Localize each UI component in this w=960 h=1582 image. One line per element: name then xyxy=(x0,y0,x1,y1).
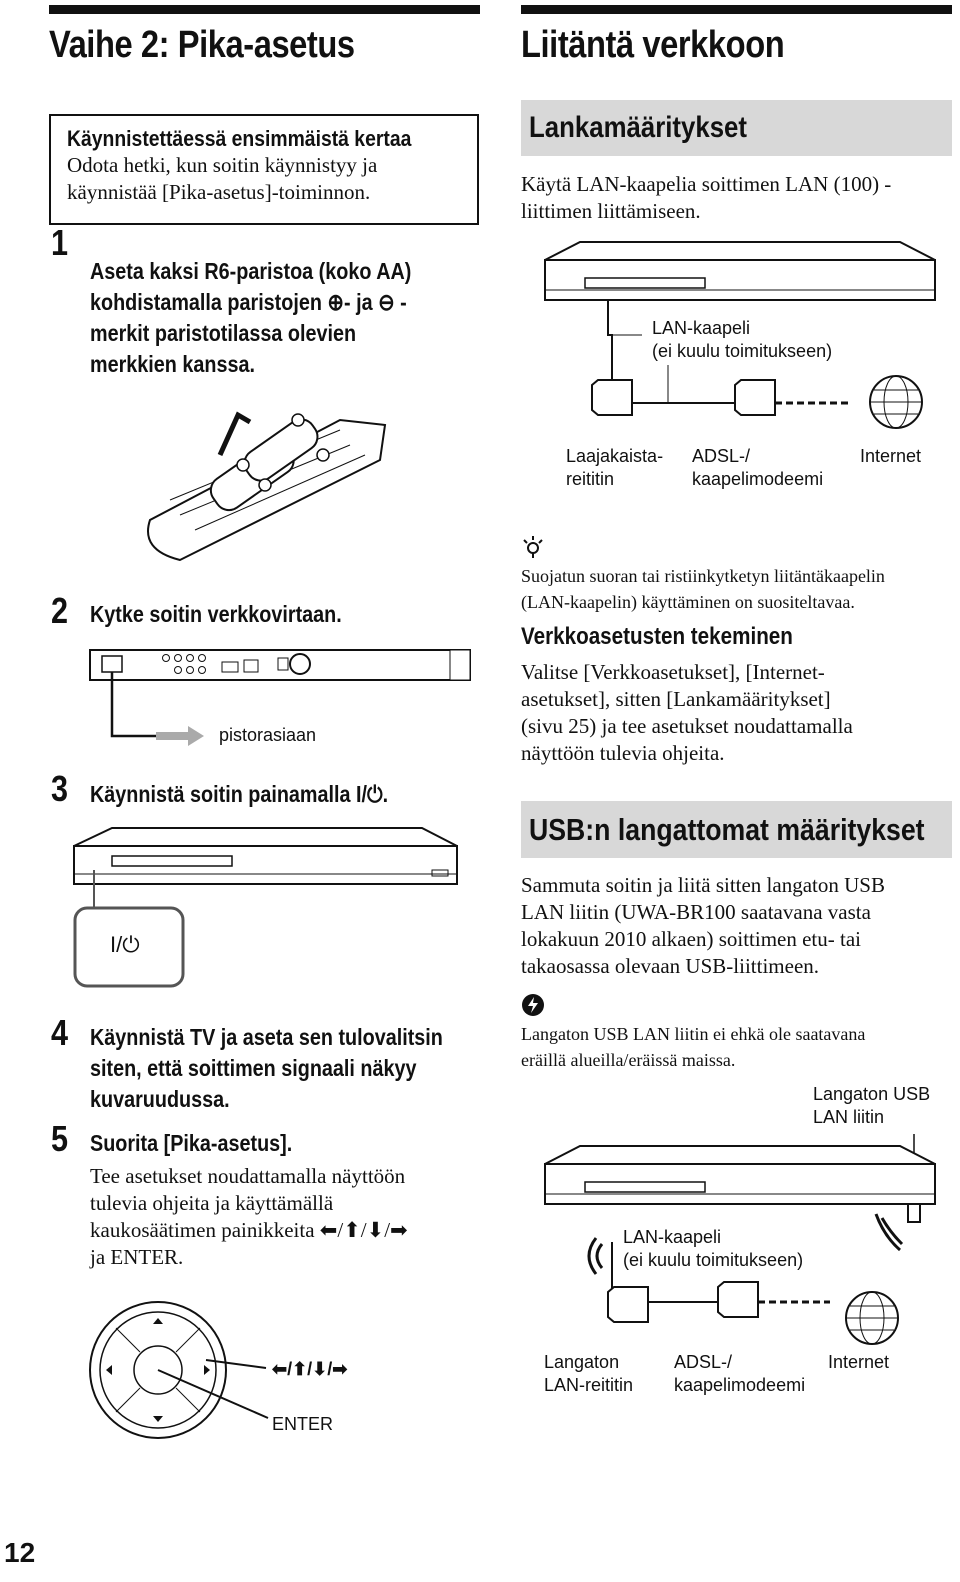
modem-label-line: kaapelimodeemi xyxy=(692,469,824,489)
step-5-body-line: tulevia ohjeita ja käyttämällä xyxy=(90,1191,334,1215)
internet-label: Internet xyxy=(860,446,922,466)
usb-adapter-label xyxy=(813,1083,930,1129)
right-top-rule xyxy=(521,5,952,14)
step-1-line: merkit paristotilassa olevien xyxy=(90,320,357,346)
left-top-rule xyxy=(49,5,480,14)
step-1-line: merkkien kanssa. xyxy=(90,351,255,377)
usb-body xyxy=(521,872,885,980)
usb-body-line: takaosassa olevaan USB-liittimeen. xyxy=(521,954,820,978)
step-4-line: siten, että soittimen signaali näkyy xyxy=(90,1055,417,1081)
wired-heading: Lankamääritykset xyxy=(529,111,747,144)
tip-body-line: Suojatun suoran tai ristiinkytketyn liitäntäkaapelin xyxy=(521,566,885,586)
wireless-modem-label xyxy=(674,1351,805,1397)
enter-button-label: ENTER xyxy=(272,1414,334,1434)
wired-cable-label-line: (ei kuulu toimitukseen) xyxy=(652,341,833,361)
network-setup-body-line: Valitse [Verkkoasetukset], [Internet- xyxy=(521,660,825,684)
wired-body xyxy=(521,171,891,225)
note-box-line-2: käynnistää [Pika-asetus]-toiminnon. xyxy=(67,180,371,204)
lightbulb-icon xyxy=(521,535,545,559)
step-5-number: 5 xyxy=(51,1118,69,1159)
caution-icon xyxy=(521,993,545,1017)
wireless-router-label xyxy=(544,1351,633,1397)
step-5-text: Suorita [Pika-asetus]. xyxy=(90,1130,293,1156)
step-1-line: Aseta kaksi R6-paristoa (koko AA) xyxy=(90,258,412,284)
tip-body xyxy=(521,563,885,615)
step-1-text xyxy=(90,256,411,380)
step-5-body-line: kaukosäätimen painikkeita ⬅/⬆/⬇/➡ xyxy=(90,1218,408,1242)
step-2-text: Kytke soitin verkkovirtaan. xyxy=(90,601,342,627)
wireless-modem-label-line: kaapelimodeemi xyxy=(674,1375,806,1395)
step-3-text: Käynnistä soitin painamalla I/⏻. xyxy=(90,781,389,807)
usb-heading-band xyxy=(521,801,952,858)
step-5-body xyxy=(90,1163,408,1271)
network-setup-body-line: (sivu 25) ja tee asetukset noudattamalla xyxy=(521,714,853,738)
tip-body-line: (LAN-kaapelin) käyttäminen on suositeltavaa. xyxy=(521,592,855,612)
arrow-buttons-label: ⬅/⬆/⬇/➡ xyxy=(272,1359,348,1379)
first-start-note-box xyxy=(49,114,479,225)
router-label xyxy=(566,445,663,491)
usb-body-line: LAN liitin (UWA-BR100 saatavana vasta xyxy=(521,900,871,924)
usb-cable-label-line: LAN-kaapeli xyxy=(623,1227,722,1247)
step-4-line: kuvaruudussa. xyxy=(90,1086,230,1112)
outlet-label: pistorasiaan xyxy=(219,725,317,745)
step-3-number: 3 xyxy=(51,768,69,809)
usb-note-line: Langaton USB LAN liitin ei ehkä ole saatavana xyxy=(521,1024,866,1044)
wired-body-line: liittimen liittämiseen. xyxy=(521,199,701,223)
usb-adapter-label-line: LAN liitin xyxy=(813,1107,885,1127)
step-5-body-line: Tee asetukset noudattamalla näyttöön xyxy=(90,1164,406,1188)
step-4-text xyxy=(90,1022,443,1115)
remote-dpad-illustration xyxy=(88,1300,238,1450)
router-label-line: reititin xyxy=(566,469,615,489)
network-setup-body-line: näyttöön tulevia ohjeita. xyxy=(521,741,725,765)
usb-body-line: lokakuun 2010 alkaen) soittimen etu- tai xyxy=(521,927,861,951)
network-setup-heading: Verkkoasetusten tekeminen xyxy=(521,623,793,650)
power-button-label: I/⏻ xyxy=(110,932,140,957)
step-4-number: 4 xyxy=(51,1012,69,1053)
page-title-right: Liitäntä verkkoon xyxy=(521,24,785,66)
usb-cable-label xyxy=(623,1226,803,1272)
wired-cable-label-line: LAN-kaapeli xyxy=(652,318,751,338)
usb-note xyxy=(521,1021,865,1073)
note-box-line-1: Odota hetki, kun soitin käynnistyy ja xyxy=(67,153,378,177)
step-4-line: Käynnistä TV ja aseta sen tulovalitsin xyxy=(90,1024,443,1050)
network-setup-body-line: asetukset], sitten [Lankamääritykset] xyxy=(521,687,831,711)
note-box-heading: Käynnistettäessä ensimmäistä kertaa xyxy=(67,126,412,151)
modem-label xyxy=(692,445,823,491)
step-1-line: kohdistamalla paristojen ⊕- ja ⊖ - xyxy=(90,289,407,315)
step-2-number: 2 xyxy=(51,590,69,631)
wireless-router-label-line: LAN-reititin xyxy=(544,1375,634,1395)
modem-label-line: ADSL-/ xyxy=(692,446,751,466)
usb-note-line: eräillä alueilla/eräissä maissa. xyxy=(521,1050,736,1070)
usb-body-line: Sammuta soitin ja liitä sitten langaton USB xyxy=(521,873,885,897)
network-setup-body xyxy=(521,659,853,767)
outlet-arrow-icon xyxy=(156,726,206,746)
wireless-router-label-line: Langaton xyxy=(544,1352,620,1372)
router-label-line: Laajakaista- xyxy=(566,446,664,466)
step-1-number: 1 xyxy=(51,222,69,263)
wired-cable-label xyxy=(652,317,832,363)
remote-battery-illustration xyxy=(140,400,390,565)
wireless-internet-label: Internet xyxy=(828,1352,890,1372)
wired-heading-band xyxy=(521,100,952,156)
usb-adapter-label-line: Langaton USB xyxy=(813,1084,931,1104)
usb-cable-label-line: (ei kuulu toimitukseen) xyxy=(623,1250,804,1270)
wireless-modem-label-line: ADSL-/ xyxy=(674,1352,733,1372)
usb-heading: USB:n langattomat määritykset xyxy=(529,812,925,847)
wired-body-line: Käytä LAN-kaapelia soittimen LAN (100) - xyxy=(521,172,892,196)
page-title-left: Vaihe 2: Pika-asetus xyxy=(49,24,355,66)
power-button-callout xyxy=(72,870,187,990)
step-5-body-line: ja ENTER. xyxy=(90,1245,184,1269)
page-number: 12 xyxy=(4,1537,36,1568)
